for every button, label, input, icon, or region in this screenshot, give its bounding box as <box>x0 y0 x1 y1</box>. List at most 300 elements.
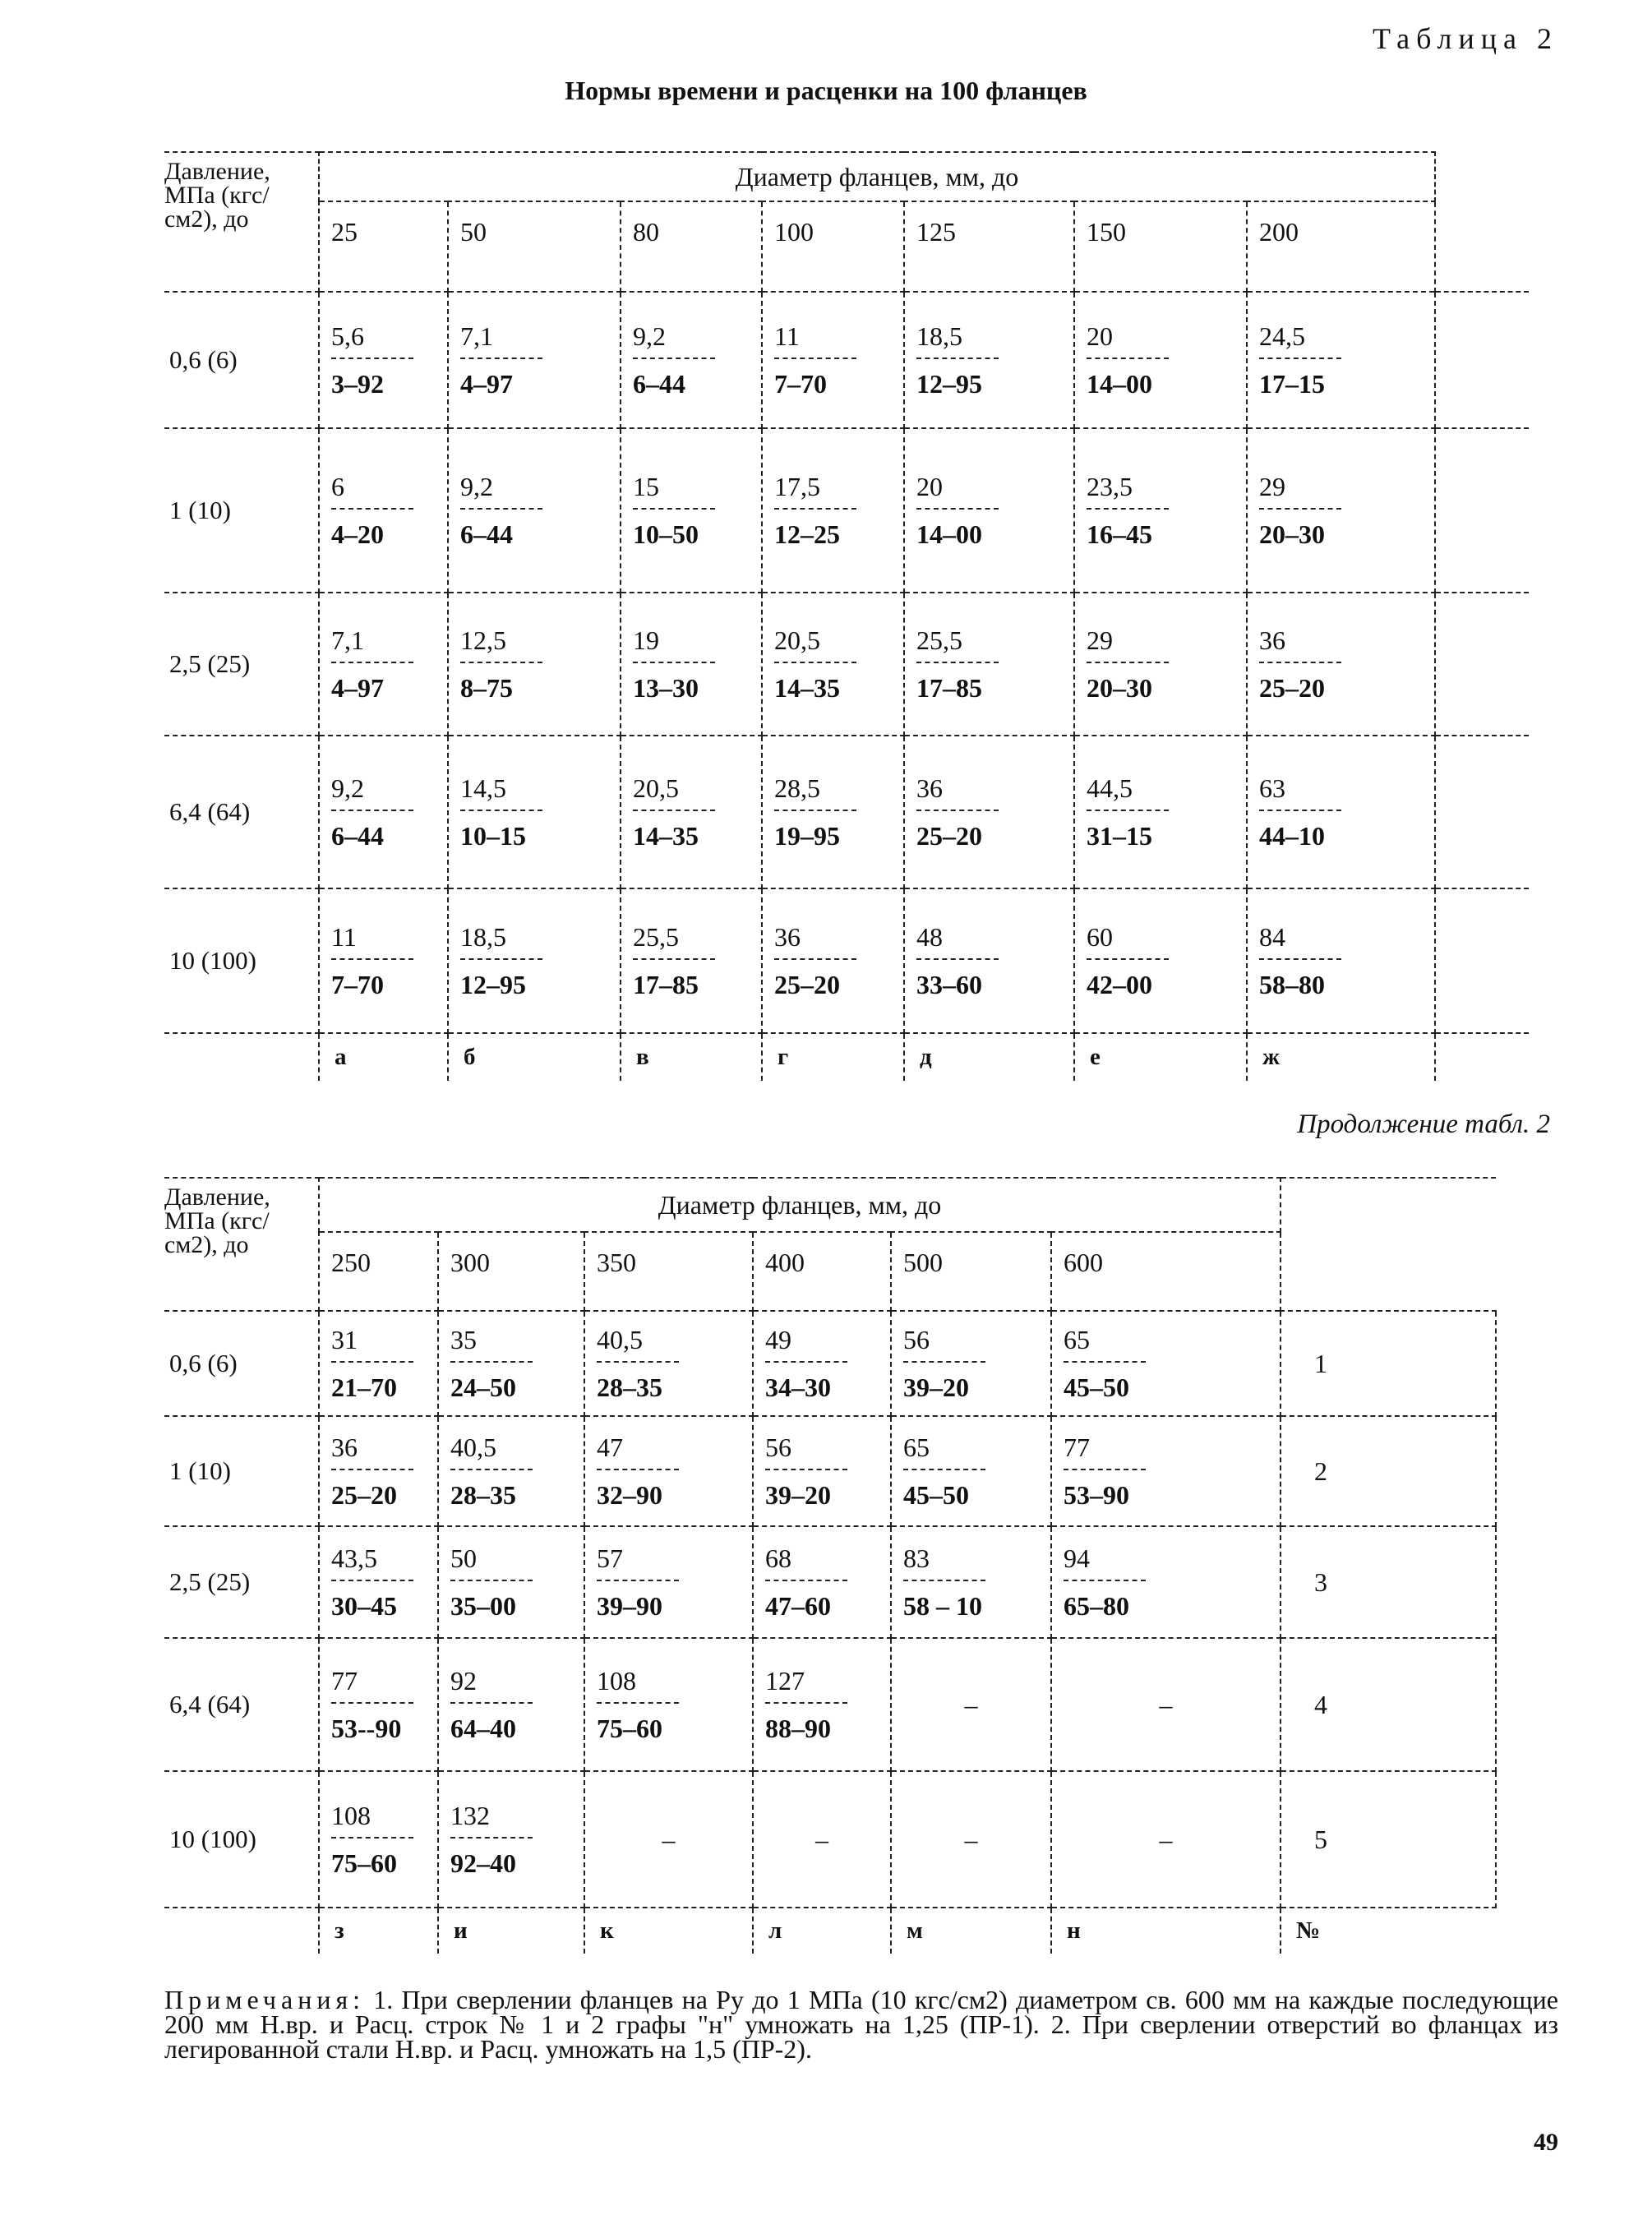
norm-value: 92 <box>450 1666 477 1696</box>
norm-value: 12,5 <box>460 625 506 655</box>
norm-value: 47 <box>597 1433 623 1462</box>
fraction <box>1064 1323 1146 1404</box>
norm-value: 43,5 <box>331 1543 377 1573</box>
norm-value: 108 <box>597 1666 636 1696</box>
table-row <box>164 1416 1496 1526</box>
norm-value: 17,5 <box>774 472 820 501</box>
rate-value: 28–35 <box>450 1480 516 1510</box>
norm-value: 18,5 <box>460 922 506 952</box>
diameter-200: 200 <box>1247 201 1435 292</box>
norm-cell <box>904 736 1074 888</box>
fraction <box>331 1664 413 1745</box>
column-letters-row <box>164 1908 1496 1954</box>
row-number: 5 <box>1281 1771 1496 1908</box>
fraction <box>633 624 715 704</box>
fraction-bar <box>1259 358 1341 359</box>
norm-value: 44,5 <box>1087 773 1133 803</box>
fraction <box>633 470 715 551</box>
fraction <box>331 920 413 1001</box>
table-row <box>164 888 1529 1033</box>
fraction <box>765 1542 847 1622</box>
fraction <box>331 624 413 704</box>
norm-cell <box>584 1416 753 1526</box>
notes-lead: Примечания: <box>164 1985 366 2014</box>
rate-value: 58–80 <box>1259 970 1325 999</box>
fraction-bar <box>597 1469 679 1470</box>
pressure-cell: 1 (10) <box>164 1416 319 1526</box>
norm-cell <box>319 736 448 888</box>
norm-cell <box>891 1416 1051 1526</box>
not-applicable-cell: – <box>753 1771 891 1908</box>
norm-cell <box>621 736 762 888</box>
notes <box>164 1985 1559 2064</box>
column-number-label: № <box>1281 1908 1496 1954</box>
fraction <box>450 1664 533 1745</box>
diameter-150: 150 <box>1074 201 1247 292</box>
norm-cell <box>438 1311 584 1416</box>
fraction <box>331 1323 413 1404</box>
column-letter: д <box>904 1033 1074 1081</box>
column-letter: а <box>319 1033 448 1081</box>
diameter-80: 80 <box>621 201 762 292</box>
norm-cell <box>438 1638 584 1771</box>
rate-value: 14–35 <box>774 673 840 703</box>
fraction <box>916 624 999 704</box>
rate-value: 12–95 <box>460 970 526 999</box>
fraction-bar <box>903 1580 985 1581</box>
table-row <box>164 1526 1496 1638</box>
blank-margin <box>1435 593 1529 736</box>
fraction <box>1064 1542 1146 1622</box>
fraction <box>774 470 856 551</box>
diameter-header: Диаметр фланцев, мм, до <box>319 152 1435 201</box>
page-number: 49 <box>1534 2129 1558 2156</box>
norm-cell <box>904 593 1074 736</box>
norm-cell <box>1074 736 1247 888</box>
rate-value: 75–60 <box>331 1848 397 1878</box>
fraction <box>331 772 413 852</box>
table-row <box>164 1771 1496 1908</box>
norm-cell <box>762 428 904 593</box>
fraction-bar <box>597 1580 679 1581</box>
blank-margin <box>1435 888 1529 1033</box>
norm-cell <box>319 593 448 736</box>
fraction-bar <box>903 1361 985 1363</box>
norm-value: 50 <box>450 1543 477 1573</box>
fraction <box>460 470 542 551</box>
row-number: 1 <box>1281 1311 1496 1416</box>
fraction <box>1259 624 1341 704</box>
fraction-bar <box>460 958 542 960</box>
norm-value: 9,2 <box>633 321 666 351</box>
row-number-header <box>1281 1178 1496 1311</box>
pressure-header: Давление, МПа (кгс/см2), до <box>164 152 319 292</box>
norm-cell <box>621 292 762 428</box>
norm-value: 108 <box>331 1801 371 1830</box>
rate-value: 32–90 <box>597 1480 662 1510</box>
fraction <box>450 1323 533 1404</box>
rate-value: 16–45 <box>1087 519 1152 549</box>
fraction-bar <box>774 508 856 510</box>
norm-cell <box>621 593 762 736</box>
norm-value: 77 <box>1064 1433 1090 1462</box>
norm-value: 25,5 <box>916 625 962 655</box>
norm-cell <box>438 1416 584 1526</box>
fraction-bar <box>916 662 999 663</box>
fraction-bar <box>1087 358 1169 359</box>
norm-value: 31 <box>331 1325 358 1354</box>
norm-value: 19 <box>633 625 659 655</box>
fraction-bar <box>331 662 413 663</box>
rate-value: 14–00 <box>1087 369 1152 399</box>
rate-value: 19–95 <box>774 821 840 851</box>
fraction <box>331 1542 413 1622</box>
norm-value: 94 <box>1064 1543 1090 1573</box>
fraction <box>916 772 999 852</box>
fraction-bar <box>774 358 856 359</box>
pressure-cell: 2,5 (25) <box>164 593 319 736</box>
norm-value: 20 <box>916 472 943 501</box>
norm-value: 132 <box>450 1801 490 1830</box>
fraction <box>1087 320 1169 400</box>
rate-value: 53--90 <box>331 1714 402 1743</box>
fraction <box>903 1431 985 1511</box>
rate-value: 20–30 <box>1259 519 1325 549</box>
fraction-bar <box>1087 958 1169 960</box>
column-letter: в <box>621 1033 762 1081</box>
rate-value: 39–20 <box>903 1373 969 1402</box>
fraction <box>450 1799 533 1880</box>
fraction-bar <box>331 1361 413 1363</box>
norm-value: 35 <box>450 1325 477 1354</box>
fraction-bar <box>1087 508 1169 510</box>
rate-value: 34–30 <box>765 1373 831 1402</box>
fraction <box>1259 470 1341 551</box>
not-applicable-cell: – <box>891 1638 1051 1771</box>
norm-cell <box>448 736 621 888</box>
pressure-cell: 2,5 (25) <box>164 1526 319 1638</box>
fraction-bar <box>633 958 715 960</box>
norm-value: 7,1 <box>460 321 493 351</box>
norm-cell <box>891 1311 1051 1416</box>
norm-value: 24,5 <box>1259 321 1305 351</box>
fraction-bar <box>331 1469 413 1470</box>
norm-value: 36 <box>1259 625 1285 655</box>
norm-value: 65 <box>903 1433 930 1462</box>
norm-value: 36 <box>331 1433 358 1462</box>
diameter-600: 600 <box>1051 1232 1281 1311</box>
norm-cell <box>753 1311 891 1416</box>
blank-margin <box>1435 292 1529 428</box>
fraction-bar <box>633 662 715 663</box>
norm-cell <box>1247 736 1435 888</box>
norm-value: 36 <box>774 922 801 952</box>
fraction-bar <box>916 810 999 811</box>
norm-value: 6 <box>331 472 344 501</box>
fraction-bar <box>1064 1580 1146 1581</box>
norm-value: 9,2 <box>331 773 364 803</box>
fraction-bar <box>460 358 542 359</box>
rate-value: 14–00 <box>916 519 982 549</box>
norm-cell <box>319 428 448 593</box>
fraction <box>460 320 542 400</box>
norm-cell <box>319 888 448 1033</box>
norm-cell <box>762 736 904 888</box>
fraction <box>633 920 715 1001</box>
norm-cell <box>319 1416 438 1526</box>
diameter-250: 250 <box>319 1232 438 1311</box>
column-letter: к <box>584 1908 753 1954</box>
pressure-cell: 10 (100) <box>164 888 319 1033</box>
norm-value: 11 <box>774 321 800 351</box>
norm-value: 56 <box>765 1433 791 1462</box>
column-letter: ж <box>1247 1033 1435 1081</box>
table-row <box>164 593 1529 736</box>
fraction-bar <box>331 508 413 510</box>
pressure-cell: 1 (10) <box>164 428 319 593</box>
rate-value: 6–44 <box>633 369 685 399</box>
rate-value: 4–20 <box>331 519 384 549</box>
rate-value: 17–85 <box>633 970 699 999</box>
fraction-bar <box>1259 508 1341 510</box>
fraction-bar <box>597 1702 679 1704</box>
fraction <box>460 624 542 704</box>
pressure-cell: 0,6 (6) <box>164 292 319 428</box>
norm-value: 15 <box>633 472 659 501</box>
norm-cell <box>762 292 904 428</box>
rate-value: 35–00 <box>450 1591 516 1621</box>
pressure-header: Давление, МПа (кгс/см2), до <box>164 1178 319 1311</box>
diameter-300: 300 <box>438 1232 584 1311</box>
norm-cell <box>1051 1311 1281 1416</box>
fraction-bar <box>1259 810 1341 811</box>
norm-value: 63 <box>1259 773 1285 803</box>
fraction <box>1087 624 1169 704</box>
fraction-bar <box>450 1469 533 1470</box>
rate-value: 47–60 <box>765 1591 831 1621</box>
rate-value: 6–44 <box>460 519 513 549</box>
norm-value: 127 <box>765 1666 805 1696</box>
norm-cell <box>891 1526 1051 1638</box>
blank-margin <box>1435 736 1529 888</box>
norm-value: 25,5 <box>633 922 679 952</box>
norm-cell <box>762 593 904 736</box>
norm-cell <box>1074 292 1247 428</box>
rate-value: 25–20 <box>774 970 840 999</box>
fraction <box>460 772 542 852</box>
fraction <box>765 1431 847 1511</box>
fraction-bar <box>331 810 413 811</box>
fraction <box>1259 920 1341 1001</box>
norm-value: 84 <box>1259 922 1285 952</box>
rate-value: 75–60 <box>597 1714 662 1743</box>
fraction <box>774 772 856 852</box>
row-number: 4 <box>1281 1638 1496 1771</box>
norm-cell <box>904 888 1074 1033</box>
rate-value: 7–70 <box>774 369 827 399</box>
fraction <box>1087 470 1169 551</box>
row-number: 2 <box>1281 1416 1496 1526</box>
fraction-bar <box>450 1702 533 1704</box>
column-letter: б <box>448 1033 621 1081</box>
norm-cell <box>621 888 762 1033</box>
fraction-bar <box>331 1580 413 1581</box>
diameter-500: 500 <box>891 1232 1051 1311</box>
rate-value: 45–50 <box>1064 1373 1129 1402</box>
blank-margin <box>1435 428 1529 593</box>
fraction <box>916 470 999 551</box>
fraction-bar <box>460 810 542 811</box>
table-label: Таблица 2 <box>1373 22 1558 55</box>
fraction <box>331 320 413 400</box>
rate-value: 28–35 <box>597 1373 662 1402</box>
fraction <box>916 920 999 1001</box>
rate-value: 13–30 <box>633 673 699 703</box>
fraction-bar <box>774 810 856 811</box>
norm-value: 18,5 <box>916 321 962 351</box>
fraction-bar <box>765 1702 847 1704</box>
fraction <box>331 470 413 551</box>
not-applicable-cell: – <box>584 1771 753 1908</box>
pressure-cell: 6,4 (64) <box>164 736 319 888</box>
norm-cell <box>448 428 621 593</box>
not-applicable-cell: – <box>1051 1638 1281 1771</box>
fraction <box>597 1542 679 1622</box>
norm-cell <box>1051 1526 1281 1638</box>
norm-value: 29 <box>1087 625 1113 655</box>
norm-cell <box>904 292 1074 428</box>
fraction <box>1259 772 1341 852</box>
notes-text: 1. При сверлении фланцев на Ру до 1 МПа (10 кгс/см2) диаметром св. 600 мм на каждые последующие 200 мм Н.вр. и Расц. строк № 1 и 2 графы "н" умножать на 1,25 (ПР-1). 2. При сверлении отверстий во фланцах из легированной стали Н.вр. и Расц. умножать на 1,5 (ПР-2). <box>164 1985 1559 2064</box>
fraction-bar <box>460 662 542 663</box>
rate-value: 17–15 <box>1259 369 1325 399</box>
diameter-header: Диаметр фланцев, мм, до <box>319 1178 1281 1232</box>
diameter-400: 400 <box>753 1232 891 1311</box>
fraction-bar <box>1064 1361 1146 1363</box>
rate-value: 30–45 <box>331 1591 397 1621</box>
norm-cell <box>438 1771 584 1908</box>
norm-cell <box>319 1638 438 1771</box>
rate-value: 53–90 <box>1064 1480 1129 1510</box>
fraction-bar <box>903 1469 985 1470</box>
fraction-bar <box>765 1580 847 1581</box>
rate-value: 3–92 <box>331 369 384 399</box>
rate-value: 25–20 <box>1259 673 1325 703</box>
norm-cell <box>1247 292 1435 428</box>
norm-cell <box>438 1526 584 1638</box>
norm-cell <box>448 292 621 428</box>
fraction <box>331 1799 413 1880</box>
column-letter: е <box>1074 1033 1247 1081</box>
fraction-bar <box>1087 662 1169 663</box>
pressure-cell: 10 (100) <box>164 1771 319 1908</box>
fraction-bar <box>331 358 413 359</box>
fraction-bar <box>331 1837 413 1839</box>
table-row <box>164 1638 1496 1771</box>
norm-value: 65 <box>1064 1325 1090 1354</box>
fraction <box>903 1542 985 1622</box>
norm-cell <box>753 1638 891 1771</box>
fraction-bar <box>331 1702 413 1704</box>
fraction <box>774 624 856 704</box>
norm-cell <box>448 593 621 736</box>
fraction-bar <box>1259 662 1341 663</box>
rate-value: 10–50 <box>633 519 699 549</box>
fraction-bar <box>774 958 856 960</box>
diameter-350: 350 <box>584 1232 753 1311</box>
fraction <box>1087 920 1169 1001</box>
norm-value: 40,5 <box>597 1325 643 1354</box>
fraction-bar <box>774 662 856 663</box>
fraction <box>597 1323 679 1404</box>
rate-value: 10–15 <box>460 821 526 851</box>
diameter-25: 25 <box>319 201 448 292</box>
rate-value: 8–75 <box>460 673 513 703</box>
fraction <box>774 320 856 400</box>
fraction <box>597 1664 679 1745</box>
rate-value: 58 – 10 <box>903 1591 982 1621</box>
norm-value: 28,5 <box>774 773 820 803</box>
norm-value: 7,1 <box>331 625 364 655</box>
table-row <box>164 428 1529 593</box>
fraction-bar <box>633 358 715 359</box>
norm-value: 29 <box>1259 472 1285 501</box>
norm-value: 11 <box>331 922 357 952</box>
diameter-125: 125 <box>904 201 1074 292</box>
fraction-bar <box>633 810 715 811</box>
rate-value: 88–90 <box>765 1714 831 1743</box>
fraction <box>1064 1431 1146 1511</box>
norm-cell <box>319 1526 438 1638</box>
fraction <box>633 772 715 852</box>
fraction <box>774 920 856 1001</box>
rate-value: 4–97 <box>331 673 384 703</box>
column-letters-row <box>164 1033 1529 1081</box>
rate-value: 39–90 <box>597 1591 662 1621</box>
norm-cell <box>319 292 448 428</box>
norm-value: 56 <box>903 1325 930 1354</box>
column-letter: м <box>891 1908 1051 1954</box>
fraction <box>1087 772 1169 852</box>
fraction-bar <box>916 958 999 960</box>
rate-value: 45–50 <box>903 1480 969 1510</box>
rate-value: 25–20 <box>331 1480 397 1510</box>
fraction <box>765 1323 847 1404</box>
norm-value: 5,6 <box>331 321 364 351</box>
fraction-bar <box>460 508 542 510</box>
rate-value: 14–35 <box>633 821 699 851</box>
fraction-bar <box>633 508 715 510</box>
norm-value: 36 <box>916 773 943 803</box>
fraction-bar <box>331 958 413 960</box>
fraction-bar <box>1259 958 1341 960</box>
rate-value: 4–97 <box>460 369 513 399</box>
fraction-bar <box>916 358 999 359</box>
norm-cell <box>584 1526 753 1638</box>
fraction-bar <box>450 1361 533 1363</box>
table-row <box>164 1311 1496 1416</box>
norm-value: 23,5 <box>1087 472 1133 501</box>
rate-value: 6–44 <box>331 821 384 851</box>
fraction <box>916 320 999 400</box>
rate-value: 7–70 <box>331 970 384 999</box>
norm-cell <box>1074 888 1247 1033</box>
column-letter: н <box>1051 1908 1281 1954</box>
norm-cell <box>1247 428 1435 593</box>
norms-table-2 <box>164 1177 1497 1954</box>
norm-cell <box>1074 593 1247 736</box>
rate-value: 64–40 <box>450 1714 516 1743</box>
